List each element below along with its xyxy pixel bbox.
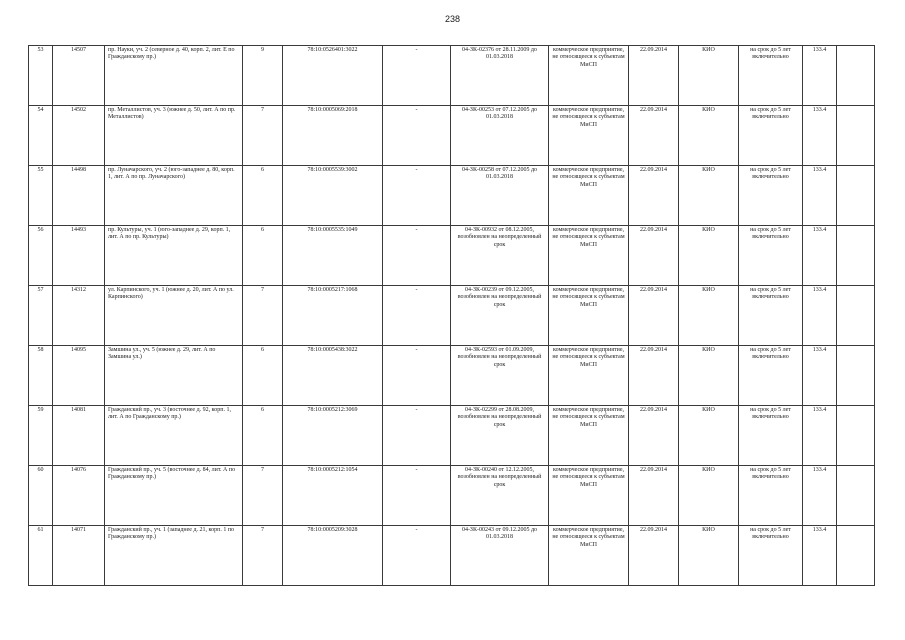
- cell-contract: 04-ЗК-00258 от 07.12.2005 до 01.03.2018: [451, 166, 549, 226]
- cell-contract: 04-ЗК-00239 от 09.12.2005, возобновлен на неопределенный срок: [451, 286, 549, 346]
- cell-blank: [837, 46, 875, 106]
- cell-authority: КИО: [679, 226, 739, 286]
- cell-row-number: 54: [29, 106, 53, 166]
- cell-object-id: 14498: [53, 166, 105, 226]
- cell-authority: КИО: [679, 166, 739, 226]
- cell-object-id: 14502: [53, 106, 105, 166]
- cell-floors: 6: [243, 406, 283, 466]
- cell-authority: КИО: [679, 46, 739, 106]
- cell-floors: 7: [243, 466, 283, 526]
- cell-date: 22.09.2014: [629, 46, 679, 106]
- cell-date: 22.09.2014: [629, 106, 679, 166]
- cell-blank: [837, 226, 875, 286]
- cell-tenant-status: коммерческое предприятие, не относящееся к субъектам МиСП: [549, 466, 629, 526]
- cell-cadastral-number: 78:10:0526401:3022: [283, 46, 383, 106]
- cell-row-number: 60: [29, 466, 53, 526]
- cell-rate: 133.4: [803, 226, 837, 286]
- cell-term: на срок до 5 лет включительно: [739, 346, 803, 406]
- cell-term: на срок до 5 лет включительно: [739, 406, 803, 466]
- cell-authority: КИО: [679, 466, 739, 526]
- cell-cadastral-number: 78:10:0005212:3069: [283, 406, 383, 466]
- cell-rate: 133.4: [803, 286, 837, 346]
- cell-dash: -: [383, 166, 451, 226]
- cell-row-number: 56: [29, 226, 53, 286]
- cell-floors: 6: [243, 226, 283, 286]
- cell-dash: -: [383, 406, 451, 466]
- cell-cadastral-number: 78:10:0005217:1068: [283, 286, 383, 346]
- table-row: [29, 346, 875, 406]
- cell-contract: 04-ЗК-02376 от 28.11.2009 до 01.03.2018: [451, 46, 549, 106]
- cell-contract: 04-ЗК-02299 от 28.08.2009, возобновлен на неопределенный срок: [451, 406, 549, 466]
- cell-term: на срок до 5 лет включительно: [739, 466, 803, 526]
- cell-dash: -: [383, 226, 451, 286]
- cell-authority: КИО: [679, 346, 739, 406]
- cell-tenant-status: коммерческое предприятие, не относящееся к субъектам МиСП: [549, 106, 629, 166]
- cell-tenant-status: коммерческое предприятие, не относящееся к субъектам МиСП: [549, 226, 629, 286]
- cell-address: Гражданский пр., уч. 1 (западнее д. 21, корп. 1 по Гражданскому пр.): [105, 526, 243, 586]
- cell-object-id: 14095: [53, 346, 105, 406]
- table-row: [29, 286, 875, 346]
- cell-object-id: 14081: [53, 406, 105, 466]
- cell-rate: 133.4: [803, 466, 837, 526]
- cell-cadastral-number: 78:10:0005438:3022: [283, 346, 383, 406]
- cell-dash: -: [383, 346, 451, 406]
- cell-tenant-status: коммерческое предприятие, не относящееся к субъектам МиСП: [549, 166, 629, 226]
- cell-cadastral-number: 78:10:0005535:1049: [283, 226, 383, 286]
- table-row: [29, 526, 875, 586]
- cell-object-id: 14507: [53, 46, 105, 106]
- cell-tenant-status: коммерческое предприятие, не относящееся к субъектам МиСП: [549, 406, 629, 466]
- cell-date: 22.09.2014: [629, 346, 679, 406]
- cell-rate: 133.4: [803, 166, 837, 226]
- cell-rate: 133.4: [803, 46, 837, 106]
- table-row: [29, 46, 875, 106]
- cell-address: пр. Металлистов, уч. 3 (южнее д. 50, лит. А по пр. Металлистов): [105, 106, 243, 166]
- cell-floors: 9: [243, 46, 283, 106]
- cell-date: 22.09.2014: [629, 406, 679, 466]
- cell-authority: КИО: [679, 526, 739, 586]
- page-number: 238: [444, 14, 461, 24]
- cell-floors: 7: [243, 286, 283, 346]
- cell-tenant-status: коммерческое предприятие, не относящееся к субъектам МиСП: [549, 526, 629, 586]
- cell-address: ул. Карпинского, уч. 1 (южнее д. 20, лит. А по ул. Карпинского): [105, 286, 243, 346]
- cell-blank: [837, 286, 875, 346]
- table-row: [29, 106, 875, 166]
- cell-date: 22.09.2014: [629, 226, 679, 286]
- cell-tenant-status: коммерческое предприятие, не относящееся к субъектам МиСП: [549, 346, 629, 406]
- cell-rate: 133.4: [803, 406, 837, 466]
- cell-floors: 6: [243, 346, 283, 406]
- cell-contract: 04-ЗК-00243 от 09.12.2005 до 01.03.2018: [451, 526, 549, 586]
- cell-row-number: 57: [29, 286, 53, 346]
- cell-term: на срок до 5 лет включительно: [739, 226, 803, 286]
- cell-blank: [837, 466, 875, 526]
- cell-row-number: 59: [29, 406, 53, 466]
- cell-row-number: 55: [29, 166, 53, 226]
- cell-date: 22.09.2014: [629, 526, 679, 586]
- cell-floors: 7: [243, 106, 283, 166]
- registry-body: [29, 46, 875, 586]
- cell-dash: -: [383, 526, 451, 586]
- cell-blank: [837, 106, 875, 166]
- cell-rate: 133.4: [803, 346, 837, 406]
- cell-dash: -: [383, 286, 451, 346]
- cell-row-number: 58: [29, 346, 53, 406]
- cell-authority: КИО: [679, 286, 739, 346]
- cell-tenant-status: коммерческое предприятие, не относящееся к субъектам МиСП: [549, 286, 629, 346]
- cell-floors: 7: [243, 526, 283, 586]
- cell-term: на срок до 5 лет включительно: [739, 46, 803, 106]
- table-row: [29, 406, 875, 466]
- cell-rate: 133.4: [803, 526, 837, 586]
- registry-table: [28, 45, 875, 586]
- cell-authority: КИО: [679, 106, 739, 166]
- cell-address: Гражданский пр., уч. 5 (восточнее д. 84, лит. А по Гражданскому пр.): [105, 466, 243, 526]
- cell-contract: 04-ЗК-00253 от 07.12.2005 до 01.03.2018: [451, 106, 549, 166]
- cell-blank: [837, 526, 875, 586]
- cell-address: пр. Науки, уч. 2 (северное д. 40, корп. 2, лит. Е по Гражданскому пр.): [105, 46, 243, 106]
- table-row: [29, 226, 875, 286]
- cell-object-id: 14312: [53, 286, 105, 346]
- cell-object-id: 14076: [53, 466, 105, 526]
- cell-address: Замшина ул., уч. 5 (южнее д. 29, лит. А по Замшина ул.): [105, 346, 243, 406]
- cell-cadastral-number: 78:10:0005209:3028: [283, 526, 383, 586]
- cell-row-number: 61: [29, 526, 53, 586]
- cell-address: Гражданский пр., уч. 3 (восточнее д. 92, корп. 1, лит. А по Гражданскому пр.): [105, 406, 243, 466]
- cell-rate: 133.4: [803, 106, 837, 166]
- table-row: [29, 466, 875, 526]
- cell-blank: [837, 406, 875, 466]
- cell-cadastral-number: 78:10:0005069:2018: [283, 106, 383, 166]
- cell-blank: [837, 346, 875, 406]
- cell-contract: 04-ЗК-00932 от 08.12.2005, возобновлен на неопределенный срок: [451, 226, 549, 286]
- cell-term: на срок до 5 лет включительно: [739, 286, 803, 346]
- cell-contract: 04-ЗК-00240 от 12.12.2005, возобновлен на неопределенный срок: [451, 466, 549, 526]
- cell-object-id: 14493: [53, 226, 105, 286]
- cell-date: 22.09.2014: [629, 466, 679, 526]
- cell-term: на срок до 5 лет включительно: [739, 106, 803, 166]
- cell-date: 22.09.2014: [629, 166, 679, 226]
- cell-blank: [837, 166, 875, 226]
- cell-address: пр. Культуры, уч. 1 (юго-западнее д. 29, корп. 1, лит. А по пр. Культуры): [105, 226, 243, 286]
- cell-contract: 04-ЗК-02593 от 01.09.2009, возобновлен на неопределенный срок: [451, 346, 549, 406]
- cell-tenant-status: коммерческое предприятие, не относящееся к субъектам МиСП: [549, 46, 629, 106]
- cell-row-number: 53: [29, 46, 53, 106]
- cell-dash: -: [383, 46, 451, 106]
- cell-address: пр. Луначарского, уч. 2 (юго-западнее д. 80, корп. 1, лит. А по пр. Луначарского): [105, 166, 243, 226]
- cell-authority: КИО: [679, 406, 739, 466]
- cell-object-id: 14071: [53, 526, 105, 586]
- cell-cadastral-number: 78:10:0005539:3002: [283, 166, 383, 226]
- table-row: [29, 166, 875, 226]
- cell-date: 22.09.2014: [629, 286, 679, 346]
- cell-cadastral-number: 78:10:0005212:1054: [283, 466, 383, 526]
- cell-term: на срок до 5 лет включительно: [739, 166, 803, 226]
- cell-floors: 6: [243, 166, 283, 226]
- cell-dash: -: [383, 106, 451, 166]
- cell-term: на срок до 5 лет включительно: [739, 526, 803, 586]
- cell-dash: -: [383, 466, 451, 526]
